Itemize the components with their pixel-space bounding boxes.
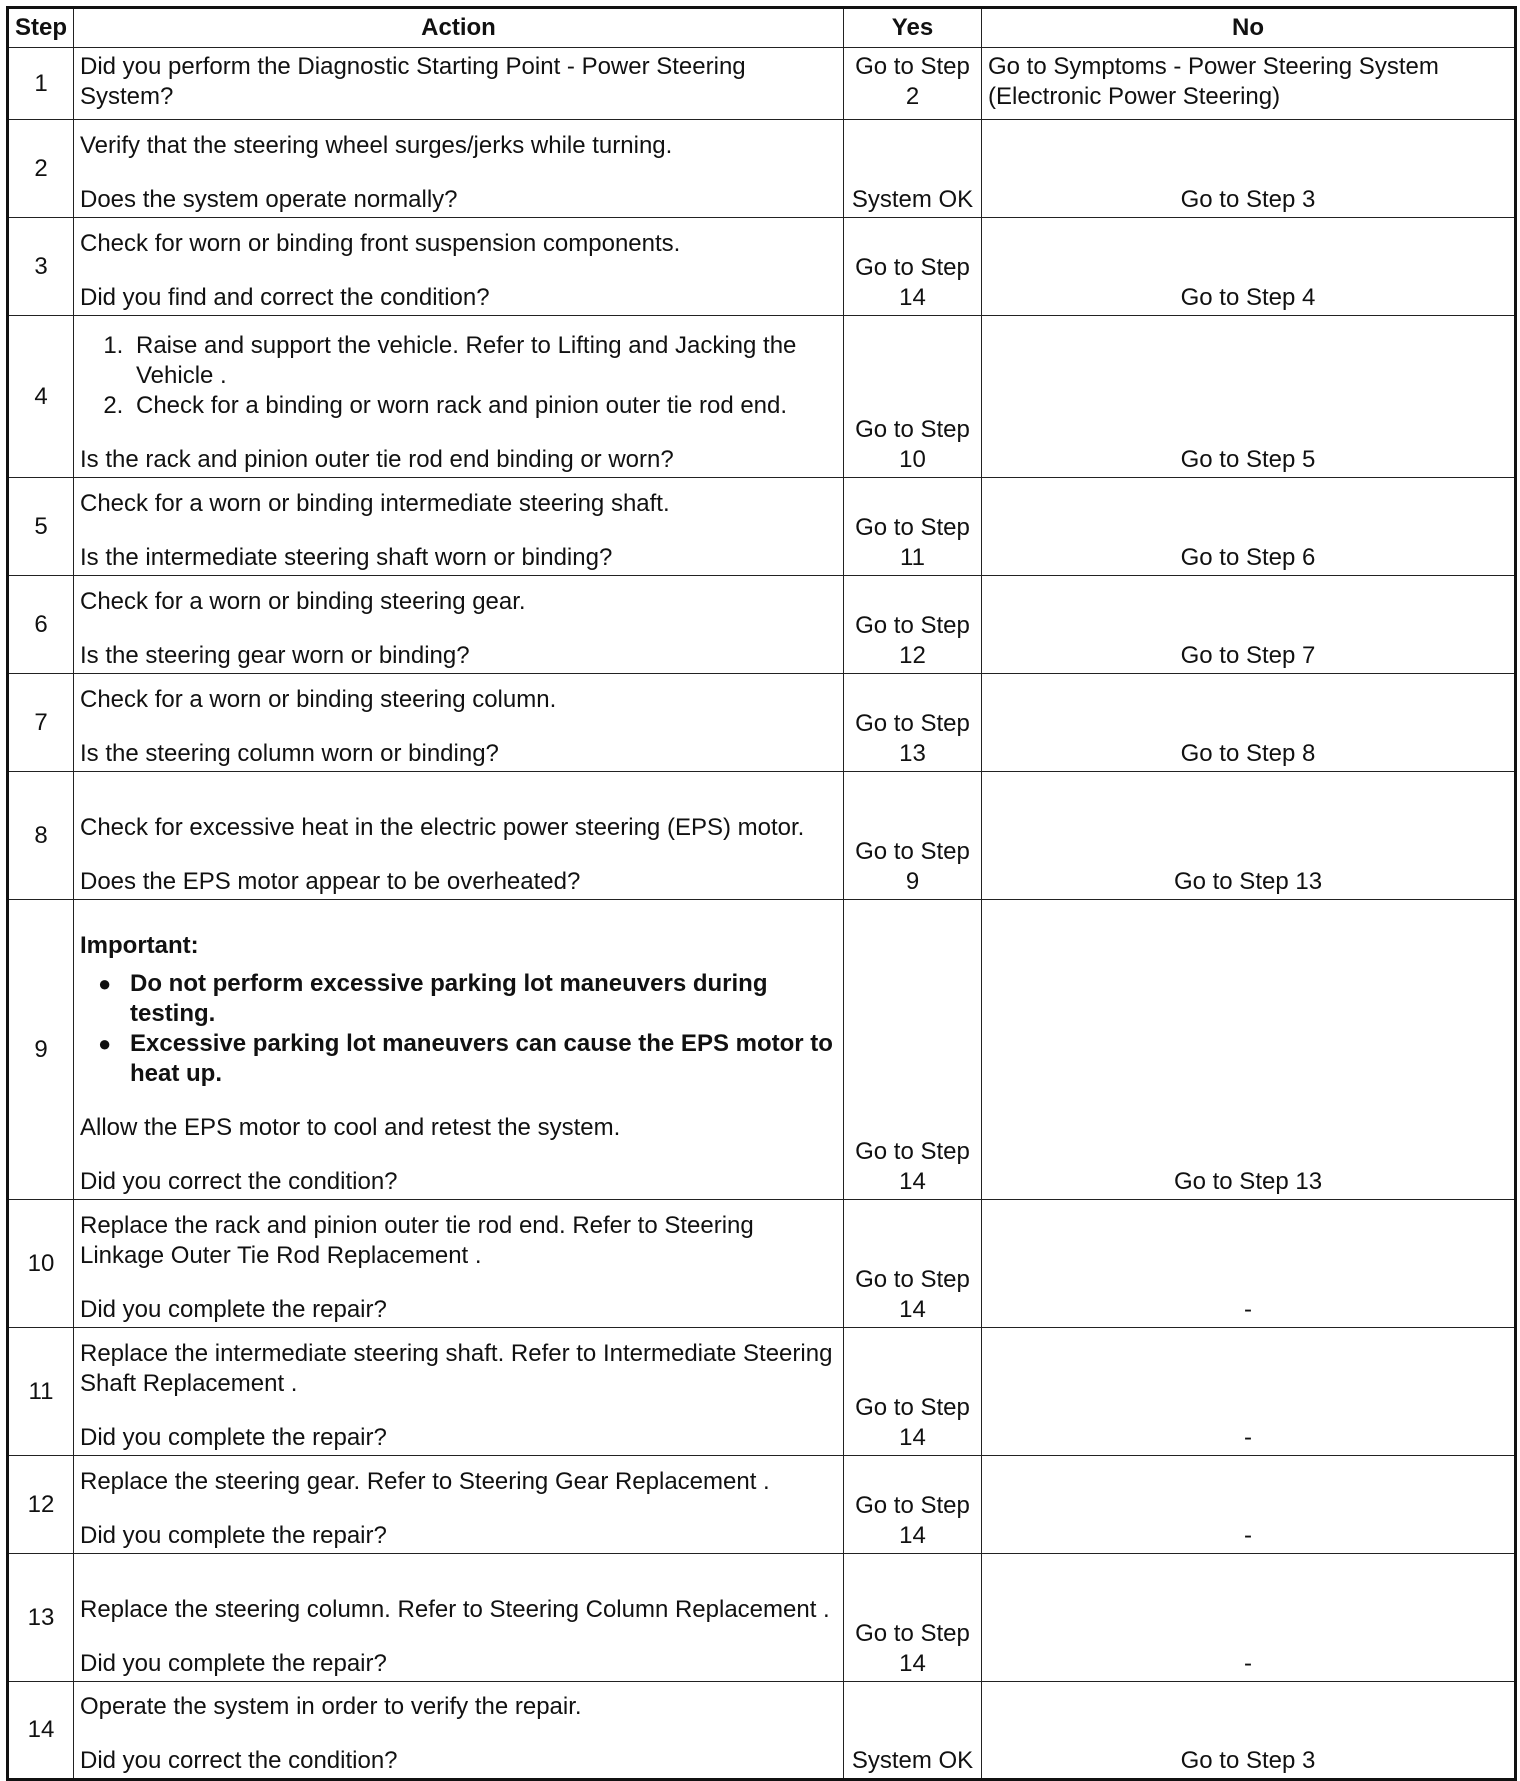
no-cell: - (982, 1456, 1516, 1554)
action-question: Did you complete the repair? (80, 1424, 387, 1451)
spacer (80, 519, 837, 543)
step-number: 6 (8, 576, 74, 674)
no-cell: Go to Step 5 (982, 316, 1516, 478)
no-cell: - (982, 1328, 1516, 1456)
action-cell (74, 316, 844, 478)
no-cell: Go to Step 4 (982, 218, 1516, 316)
header-yes: Yes (844, 8, 982, 48)
spacer (80, 161, 837, 185)
action-cell (74, 48, 844, 120)
important-label: Important: (80, 932, 199, 959)
action-question: Did you perform the Diagnostic Starting Point - Power Steering System? (80, 53, 746, 110)
spacer (80, 1625, 837, 1649)
spacer (80, 259, 837, 283)
yes-cell: Go to Step 14 (844, 218, 982, 316)
action-cell (74, 478, 844, 576)
action-question: Does the EPS motor appear to be overheated? (80, 868, 581, 895)
action-question: Did you correct the condition? (80, 1168, 398, 1195)
yes-cell: Go to Step 2 (844, 48, 982, 120)
action-cell (74, 1682, 844, 1780)
yes-cell: Go to Step 14 (844, 1328, 982, 1456)
table-row (8, 576, 1516, 674)
action-instruction: Replace the steering gear. Refer to Steering Gear Replacement . (80, 1468, 770, 1495)
table-row (8, 1200, 1516, 1328)
table-row (8, 478, 1516, 576)
action-cell (74, 772, 844, 900)
table-row (8, 1554, 1516, 1682)
spacer (80, 843, 837, 867)
important-bullet-list (80, 969, 837, 1089)
no-cell: Go to Step 8 (982, 674, 1516, 772)
header-action: Action (74, 8, 844, 48)
step-number: 8 (8, 772, 74, 900)
header-no: No (982, 8, 1516, 48)
table-row (8, 316, 1516, 478)
action-question: Did you complete the repair? (80, 1650, 387, 1677)
yes-cell: Go to Step 14 (844, 1200, 982, 1328)
action-cell (74, 1200, 844, 1328)
action-question: Is the rack and pinion outer tie rod end binding or worn? (80, 446, 674, 473)
action-question: Did you complete the repair? (80, 1522, 387, 1549)
no-cell: Go to Step 13 (982, 900, 1516, 1200)
action-question: Is the steering column worn or binding? (80, 740, 499, 767)
action-instruction: Check for a worn or binding steering column. (80, 686, 557, 713)
spacer (80, 1143, 837, 1167)
diagnostic-table-sheet (6, 6, 1514, 1781)
action-instruction: Replace the steering column. Refer to Steering Column Replacement . (80, 1596, 830, 1623)
table-row (8, 674, 1516, 772)
yes-cell: Go to Step 9 (844, 772, 982, 900)
no-cell: - (982, 1200, 1516, 1328)
spacer (80, 421, 837, 445)
action-cell (74, 1554, 844, 1682)
step-number: 14 (8, 1682, 74, 1780)
yes-cell: Go to Step 11 (844, 478, 982, 576)
yes-cell: System OK (844, 120, 982, 218)
step-number: 2 (8, 120, 74, 218)
action-cell (74, 120, 844, 218)
yes-cell: Go to Step 14 (844, 1554, 982, 1682)
action-question: Is the steering gear worn or binding? (80, 642, 470, 669)
yes-cell: Go to Step 10 (844, 316, 982, 478)
no-cell: Go to Step 13 (982, 772, 1516, 900)
yes-cell: System OK (844, 1682, 982, 1780)
step-number: 3 (8, 218, 74, 316)
spacer (80, 1271, 837, 1295)
action-cell (74, 674, 844, 772)
diagnostic-table (6, 6, 1517, 1781)
spacer (80, 715, 837, 739)
step-number: 10 (8, 1200, 74, 1328)
table-row (8, 1328, 1516, 1456)
step-number: 4 (8, 316, 74, 478)
bullet-item: ● Do not perform excessive parking lot maneuvers during testing. (130, 969, 837, 1029)
action-instruction: Operate the system in order to verify the repair. (80, 1693, 582, 1720)
table-row (8, 120, 1516, 218)
action-cell (74, 1328, 844, 1456)
action-cell (74, 218, 844, 316)
action-question: Is the intermediate steering shaft worn or binding? (80, 544, 613, 571)
table-row (8, 48, 1516, 120)
action-question: Does the system operate normally? (80, 186, 458, 213)
header-step: Step (8, 8, 74, 48)
action-instruction: Check for a worn or binding intermediate steering shaft. (80, 490, 670, 517)
spacer (80, 1722, 837, 1746)
step-number: 12 (8, 1456, 74, 1554)
header-row (8, 8, 1516, 48)
spacer (80, 1089, 837, 1113)
yes-cell: Go to Step 12 (844, 576, 982, 674)
step-number: 5 (8, 478, 74, 576)
action-question: Did you correct the condition? (80, 1747, 398, 1774)
action-cell (74, 900, 844, 1200)
step-number: 9 (8, 900, 74, 1200)
action-cell (74, 1456, 844, 1554)
table-row (8, 1682, 1516, 1780)
no-cell: Go to Step 7 (982, 576, 1516, 674)
action-instruction: Verify that the steering wheel surges/jerks while turning. (80, 132, 673, 159)
no-cell: Go to Step 3 (982, 120, 1516, 218)
step-number: 7 (8, 674, 74, 772)
procedure-list (80, 331, 837, 421)
action-question: Did you find and correct the condition? (80, 284, 490, 311)
action-instruction: Allow the EPS motor to cool and retest the system. (80, 1114, 621, 1141)
yes-cell: Go to Step 14 (844, 900, 982, 1200)
no-cell: - (982, 1554, 1516, 1682)
action-instruction: Check for a worn or binding steering gear. (80, 588, 526, 615)
yes-cell: Go to Step 13 (844, 674, 982, 772)
spacer (80, 1497, 837, 1521)
step-number: 13 (8, 1554, 74, 1682)
table-row (8, 900, 1516, 1200)
step-number: 11 (8, 1328, 74, 1456)
action-question: Did you complete the repair? (80, 1296, 387, 1323)
no-cell: Go to Symptoms - Power Steering System (Electronic Power Steering) (982, 48, 1516, 120)
action-instruction: Check for excessive heat in the electric power steering (EPS) motor. (80, 814, 805, 841)
bullet-item: ● Excessive parking lot maneuvers can cause the EPS motor to heat up. (130, 1029, 837, 1089)
action-cell (74, 576, 844, 674)
yes-cell: Go to Step 14 (844, 1456, 982, 1554)
action-instruction: Replace the rack and pinion outer tie rod end. Refer to Steering Linkage Outer Tie Rod Replacement . (80, 1212, 754, 1269)
list-item: 1. Raise and support the vehicle. Refer to Lifting and Jacking the Vehicle . (130, 331, 837, 391)
spacer (80, 617, 837, 641)
step-number: 1 (8, 48, 74, 120)
no-cell: Go to Step 6 (982, 478, 1516, 576)
table-row (8, 218, 1516, 316)
no-cell: Go to Step 3 (982, 1682, 1516, 1780)
action-instruction: Replace the intermediate steering shaft. Refer to Intermediate Steering Shaft Replacement . (80, 1340, 833, 1397)
action-instruction: Check for worn or binding front suspension components. (80, 230, 681, 257)
table-row (8, 772, 1516, 900)
spacer (80, 1399, 837, 1423)
list-item: 2. Check for a binding or worn rack and pinion outer tie rod end. (130, 391, 837, 421)
table-row (8, 1456, 1516, 1554)
